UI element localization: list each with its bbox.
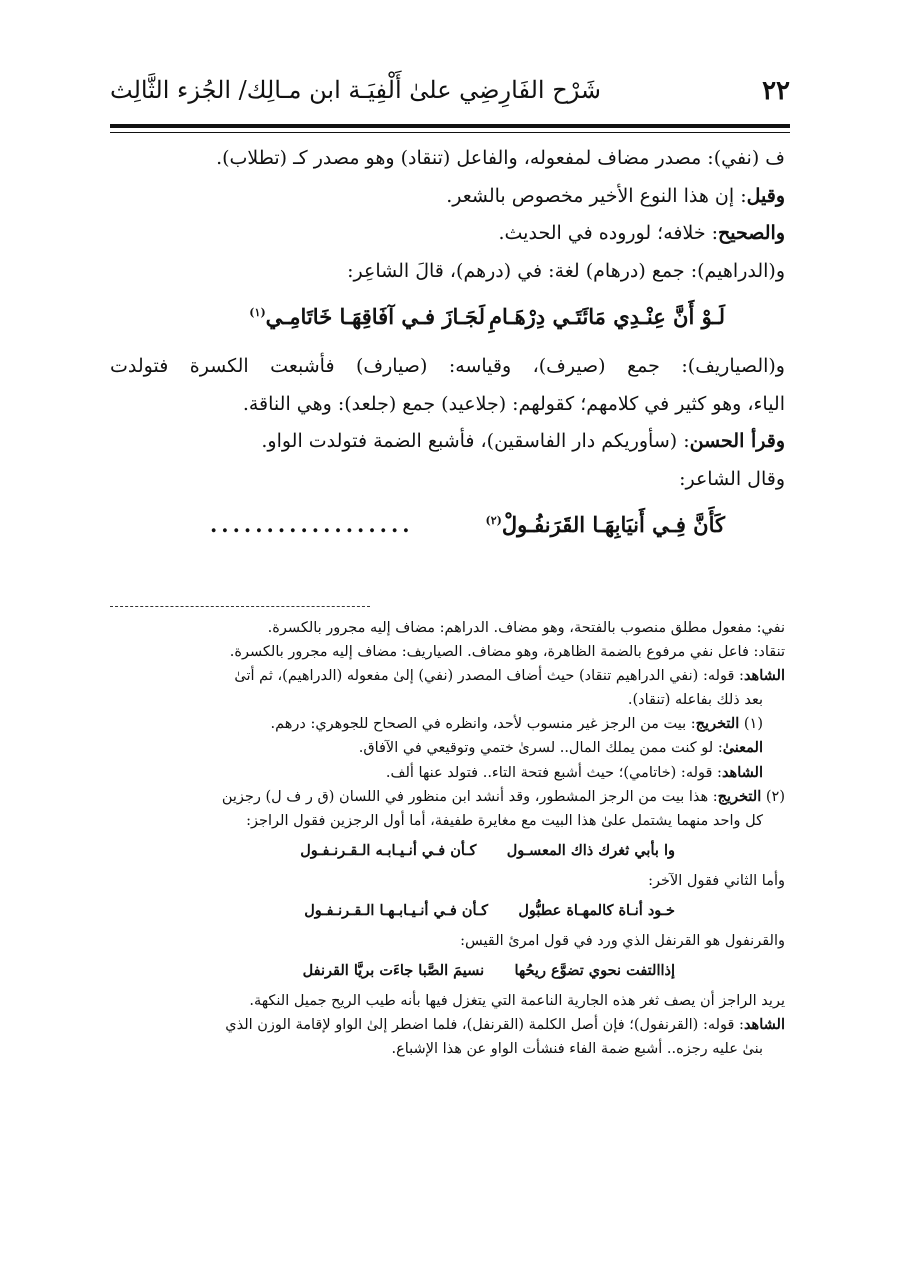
footnote-line-2: تنقاد: فاعل نفي مرفوع بالضمة الظاهرة، وهو مضاف. الصياريف: مضاف إليه مجرور بالكسرة.	[229, 644, 785, 661]
footnote-verse-3	[108, 953, 785, 989]
verse-hemistich: نسيمَ الصَّبا جاءَت بريَّا القرنفل	[302, 962, 485, 980]
text-span: : هذا بيت من الرجز المشطور، وقد أنشد ابن منظور في اللسان (ق ر ف ل) رجزين	[221, 788, 718, 805]
text-line-3	[110, 215, 785, 253]
footnote-line-9: كل واحد منهما يشتمل علىٰ هذا البيت مع مغايرة طفيفة، أما أول الرجزين فقول الراجز:	[246, 812, 763, 829]
text-span: كَأَنَّ فِـي أَنيَابِهَـا القَرَنفُـولْ	[501, 512, 725, 537]
term-label: وقرأ الحسن	[689, 430, 785, 452]
text-span: لَجَـازَ فـي آفَاقِهَـا خَاتَامِـي	[265, 304, 485, 329]
footnote-line-5	[108, 712, 785, 736]
text-line-8: وقال الشاعر:	[679, 467, 785, 490]
footnote-line-13	[108, 1013, 785, 1037]
footnote-ref-2: (٢)	[485, 514, 502, 527]
text-line-6: الياء، وهو كثير في كلامهم؛ كقولهم: (جلاعيد) جمع (جلعد): وهي الناقة.	[242, 392, 785, 415]
footnote-verse-2	[108, 893, 785, 929]
footnote-line-4: بعد ذلك بفاعله (تنقاد).	[627, 692, 763, 709]
footnote-line-7	[108, 761, 785, 785]
footnote-line-12: يريد الراجز أن يصف ثغر هذه الجارية الناعمة التي يتغزل فيها بأنه طيب الريح جميل النكهة.	[249, 993, 785, 1010]
term-label: وقيل	[746, 184, 785, 207]
running-title: شَرْح الفَارِضِي علىٰ أَلْفِيَـة ابن مـالِك/ الجُزء الثَّالِث	[110, 76, 602, 104]
verse-hemistich: وا بأبي ثغرك ذاك المعسـول	[506, 841, 675, 859]
footnote-line-11: والقرنفول هو القرنفل الذي ورد في قول امرئ القيس:	[460, 932, 785, 949]
footnote-line-14: بنىٰ عليه رجزه.. أشبع ضمة الفاء فنشأت الواو عن هذا الإشباع.	[391, 1041, 763, 1058]
text-span: : إن هذا النوع الأخير مخصوص بالشعر.	[446, 184, 747, 207]
header-rule-thin	[110, 132, 790, 133]
footnote-number: (١)	[743, 716, 763, 733]
footnote-line-3	[108, 664, 785, 688]
verse-1-second-hemistich	[249, 304, 485, 329]
verse-2	[110, 498, 785, 556]
verse-hemistich: كـأن فـي أنـيـابـه الـقـرنـفـول	[300, 841, 477, 859]
text-line-7	[110, 423, 785, 461]
verse-2-second-hemistich	[486, 512, 725, 537]
header-rule-thick	[110, 124, 790, 128]
verse-1	[110, 290, 785, 348]
footnotes	[108, 616, 785, 1061]
footnote-label: المعنىٰ	[722, 739, 763, 757]
footnote-ref-1: (١)	[249, 306, 266, 319]
page-number: ٢٢	[762, 76, 790, 106]
footnote-label: الشاهد	[721, 763, 763, 781]
verse-1-first-hemistich: لَـوْ أَنَّ عِنْـدِي مَائَتَـي دِرْهَـامِ	[489, 304, 725, 329]
footnote-verse-1	[108, 833, 785, 869]
text-span: : قوله: (خاتامي)؛ حيث أشبع فتحة التاء.. فتولد عنها ألف.	[385, 764, 722, 781]
footnote-line-6	[108, 736, 785, 760]
text-span: : خلافه؛ لوروده في الحديث.	[498, 222, 719, 244]
text-span: : لو كنت ممن يملك المال.. لسرىٰ ختمي وتوقيعي في الآفاق.	[358, 740, 723, 757]
footnote-separator	[110, 606, 370, 607]
footnote-label: الشاهد	[743, 667, 785, 685]
page-header	[110, 72, 790, 122]
footnote-line-8	[108, 785, 785, 809]
text-span: : (سأوريكم دار الفاسقين)، فأشبع الضمة فتولدت الواو.	[261, 430, 690, 452]
footnote-label: التخريج	[717, 787, 762, 805]
text-line-5: و(الصياريف): جمع (صيرف)، وقياسه: (صيارف) فأشبعت الكسرة فتولدت	[110, 355, 785, 377]
text-line-2	[110, 178, 785, 216]
text-span: : قوله: (القرنفول)؛ فإن أصل الكلمة (القرنفل)، فلما اضطر إلىٰ الواو لإقامة الوزن الذي	[225, 1017, 744, 1034]
main-text	[110, 140, 785, 556]
term-label: والصحيح	[718, 222, 785, 244]
verse-hemistich: كـأن فـي أنـيـابـهـا الـقـرنـفـول	[304, 901, 489, 919]
verse-hemistich: خـود أنـاة كالمهـاة عطبُّول	[518, 901, 675, 919]
text-line-1: ف (نفي): مصدر مضاف لمفعوله، والفاعل (تنقاد) وهو مصدر كـ (تطلاب).	[216, 147, 785, 169]
footnote-number: (٢)	[765, 788, 785, 805]
footnote-line-1: نفي: مفعول مطلق منصوب بالفتحة، وهو مضاف. الدراهم: مضاف إليه مجرور بالكسرة.	[267, 620, 785, 636]
footnote-label: الشاهد	[743, 1016, 785, 1034]
text-span: : بيت من الرجز غير منسوب لأحد، وانظره في الصحاح للجوهري: درهم.	[270, 716, 696, 733]
verse-2-elided-hemistich: ..................	[210, 512, 414, 537]
text-span: : قوله: (نفي الدراهيم تنقاد) حيث أضاف المصدر (نفي) إلىٰ مفعوله (الدراهيم)، ثم أتىٰ	[234, 668, 744, 685]
footnote-line-10: وأما الثاني فقول الآخر:	[648, 872, 785, 889]
verse-hemistich: إذاالتفت نحوي تضوَّع ريحُها	[514, 962, 675, 980]
text-line-4: و(الدراهيم): جمع (درهام) لغة: في (درهم)، قالَ الشاعِر:	[347, 259, 785, 282]
footnote-label: التخريج	[695, 715, 740, 733]
